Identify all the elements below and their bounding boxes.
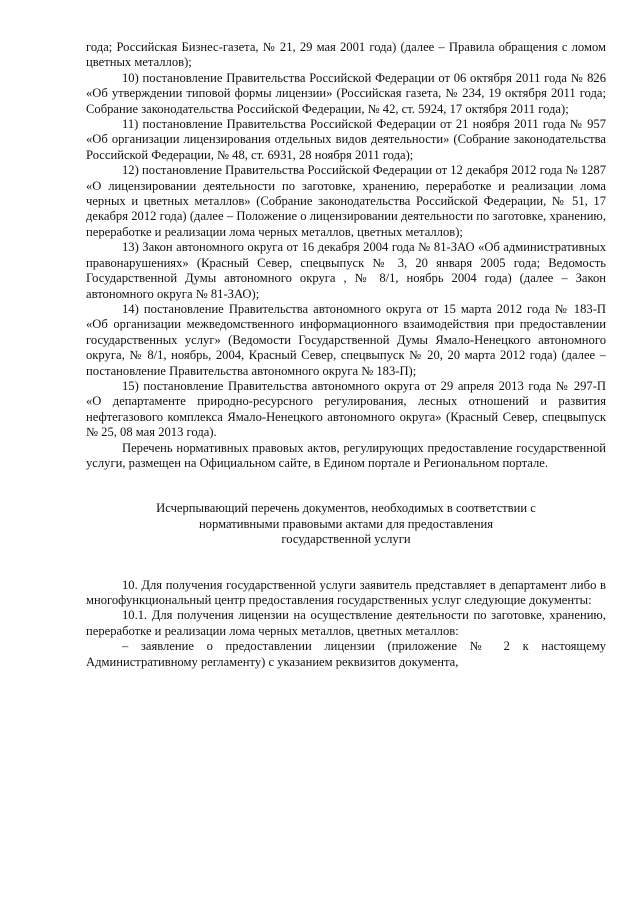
paragraph-item-10-1: 10.1. Для получения лицензии на осуществление деятельности по заготовке, хранению, переработке и реализации лома черных металлов, цветных металлов: <box>86 608 606 638</box>
legal-acts-list <box>86 40 606 471</box>
paragraph-continuation: года; Российская Бизнес-газета, № 21, 29 мая 2001 года) (далее – Правила обращения с ломом цветных металлов); <box>86 40 606 70</box>
section-heading <box>86 501 606 547</box>
documents-list <box>86 578 606 670</box>
document-page <box>86 40 606 670</box>
paragraph-item-15: 15) постановление Правительства автономного округа от 29 апреля 2013 года № 297-П «О департаменте природно-ресурсного регулирования, лесных отношений и развития нефтегазового комплекса Ямало-Ненецкого автономного округа» (Красный Север, спецвыпуск № 25, 08 мая 2013 года). <box>86 378 606 440</box>
section-heading-line: Исчерпывающий перечень документов, необходимых в соответствии с <box>156 501 536 516</box>
paragraph-item-11: 11) постановление Правительства Российской Федерации от 21 ноября 2011 года № 957 «Об организации лицензирования отдельных видов деятельности» (Собрание законодательства Российской Федерации, № 48, ст. 6931, 28 ноября 2011 года); <box>86 117 606 162</box>
paragraph-application: – заявление о предоставлении лицензии (приложение № 2 к настоящему Административному регламенту) с указанием реквизитов документа, <box>86 639 606 669</box>
section-heading-line: нормативными правовыми актами для предоставления <box>198 516 494 531</box>
section-heading-line: государственной услуги <box>281 532 411 547</box>
paragraph-item-13: 13) Закон автономного округа от 16 декабря 2004 года № 81-ЗАО «Об административных правонарушениях» (Красный Север, спецвыпуск № 3, 20 января 2005 года; Ведомость Государственной Думы автономного округа , № 8/1, ноябрь 2004 года) (далее – Закон автономного округа № 81-ЗАО); <box>86 240 606 301</box>
paragraph-acts-placement: Перечень нормативных правовых актов, регулирующих предоставление государственной услуги, размещен на Официальном сайте, в Едином портале и Региональном портале. <box>86 440 606 470</box>
paragraph-item-14: 14) постановление Правительства автономного округа от 15 марта 2012 года № 183-П «Об организации межведомственного информационного взаимодействия при предоставлении государственных услуг» (Ведомости Государственной Думы Ямало-Ненецкого автономного округа, № 8/1, ноябрь, 2004, Красный Север, спецвыпуск № 20, 20 марта 2012 года) (далее – постановление Правительства автономного округа № 183-П); <box>86 301 606 378</box>
paragraph-item-10: 10) постановление Правительства Российской Федерации от 06 октября 2011 года № 826 «Об утверждении типовой формы лицензии» (Российская газета, № 234, 19 октября 2011 года; Собрание законодательства Российской Федерации, № 42, ст. 5924, 17 октября 2011 года); <box>86 70 606 116</box>
paragraph-item-10-documents: 10. Для получения государственной услуги заявитель представляет в департамент либо в многофункциональный центр предоставления государственных услуг следующие документы: <box>86 577 606 607</box>
paragraph-item-12: 12) постановление Правительства Российской Федерации от 12 декабря 2012 года № 1287 «О лицензировании деятельности по заготовке, хранению, переработке и реализации лома черных и цветных металлов» (Собрание законодательства Российской Федерации, № 51, 17 декабря 2012 года) (далее – Положение о лицензировании деятельности по заготовке, хранению, переработке и реализации лома черных металлов, цветных металлов); <box>86 163 606 239</box>
